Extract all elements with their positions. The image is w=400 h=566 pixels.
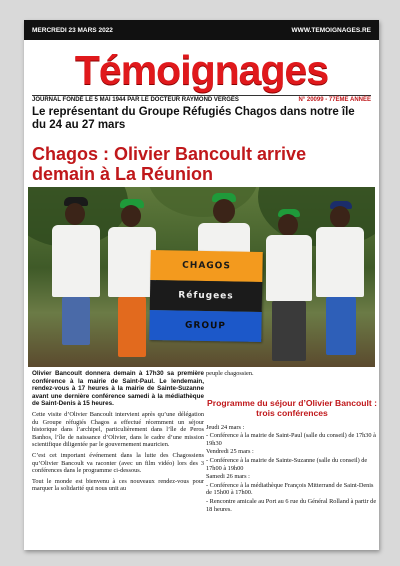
article-paragraph-1: Cette visite d’Olivier Bancoult intervient après qu’une délégation du Groupe réfugiés Chagos a effectué récemment un séjour historique dans l’archipel, particulièrement dans l’île de Peros Banhos, l’île de naissance d’Olivier, dans le cadre d’une mission scientifique diligentée par le gouvernement mauricien. <box>32 410 204 449</box>
schedule-item: - Conférence à la médiathèque François Mitterrand de Saint-Denis de 15h00 à 17h00. <box>206 481 374 497</box>
newspaper-page <box>24 20 379 550</box>
article-continuation: peuple chagossien. <box>206 370 254 377</box>
group-photo <box>28 187 375 367</box>
chagos-refugees-banner <box>149 250 263 342</box>
banner-line-3: GROUP <box>149 310 262 342</box>
schedule-item: Jeudi 24 mars : <box>206 423 245 431</box>
website-link[interactable]: WWW.TEMOIGNAGES.RE <box>291 26 371 34</box>
schedule-item: Vendredi 25 mars : <box>206 448 254 456</box>
info-line <box>32 95 371 104</box>
program-schedule <box>206 424 378 514</box>
banner-line-2: Réfugees <box>150 280 263 312</box>
article-paragraph-3: Tout le monde est bienvenu à ces nouveaux rendez-vous pour marquer la solidarité qui nous unit au <box>32 477 204 493</box>
kicker-heading: Le représentant du Groupe Réfugiés Chagos dans notre île du 24 au 27 mars <box>32 106 355 131</box>
issue-date: MERCREDI 23 MARS 2022 <box>32 26 113 34</box>
schedule-item: - Conférence à la mairie de Saint-Paul (salle du conseil) de 17h30 à 19h30 <box>206 432 376 447</box>
schedule-item: Samedi 26 mars : <box>206 473 250 481</box>
masthead-logo: Témoignages <box>74 47 329 93</box>
banner-line-1: CHAGOS <box>150 250 263 282</box>
schedule-item: - Conférence à la mairie de Sainte-Suzanne (salle du conseil) de 17h00 à 19h00 <box>206 456 368 472</box>
article-headline: Chagos : Olivier Bancoult arrive demain à La Réunion <box>32 144 307 184</box>
article-lead: Olivier Bancoult donnera demain à 17h30 sa première conférence à la mairie de Saint-Paul. Le lendemain, rendez-vous à 17 heures à la mairie de Sainte-Suzanne avant une dernière conférence samedi à la médiathèque de Saint-Denis à 15 heures. <box>32 370 204 408</box>
article-column-1 <box>32 370 204 496</box>
article-column-2 <box>206 370 378 514</box>
top-bar <box>24 20 379 40</box>
program-title: Programme du séjour d’Olivier Bancoult : trois conférences <box>207 397 377 418</box>
article-paragraph-2: C’est cet important événement dans la lutte des Chagossiens qu’Olivier Bancoult va raconter (avec un film vidéo) lors des 3 conférences dans le programme ci-dessous. <box>32 451 204 475</box>
founding-note: JOURNAL FONDÉ LE 5 MAI 1944 PAR LE DOCTEUR RAYMOND VERGÈS <box>32 97 239 103</box>
issue-number: N° 20099 - 77ÈME ANNÉE <box>298 97 371 103</box>
schedule-item: - Rencontre amicale au Port au 6 rue du Général Rolland à partir de 18 heures. <box>206 497 377 513</box>
